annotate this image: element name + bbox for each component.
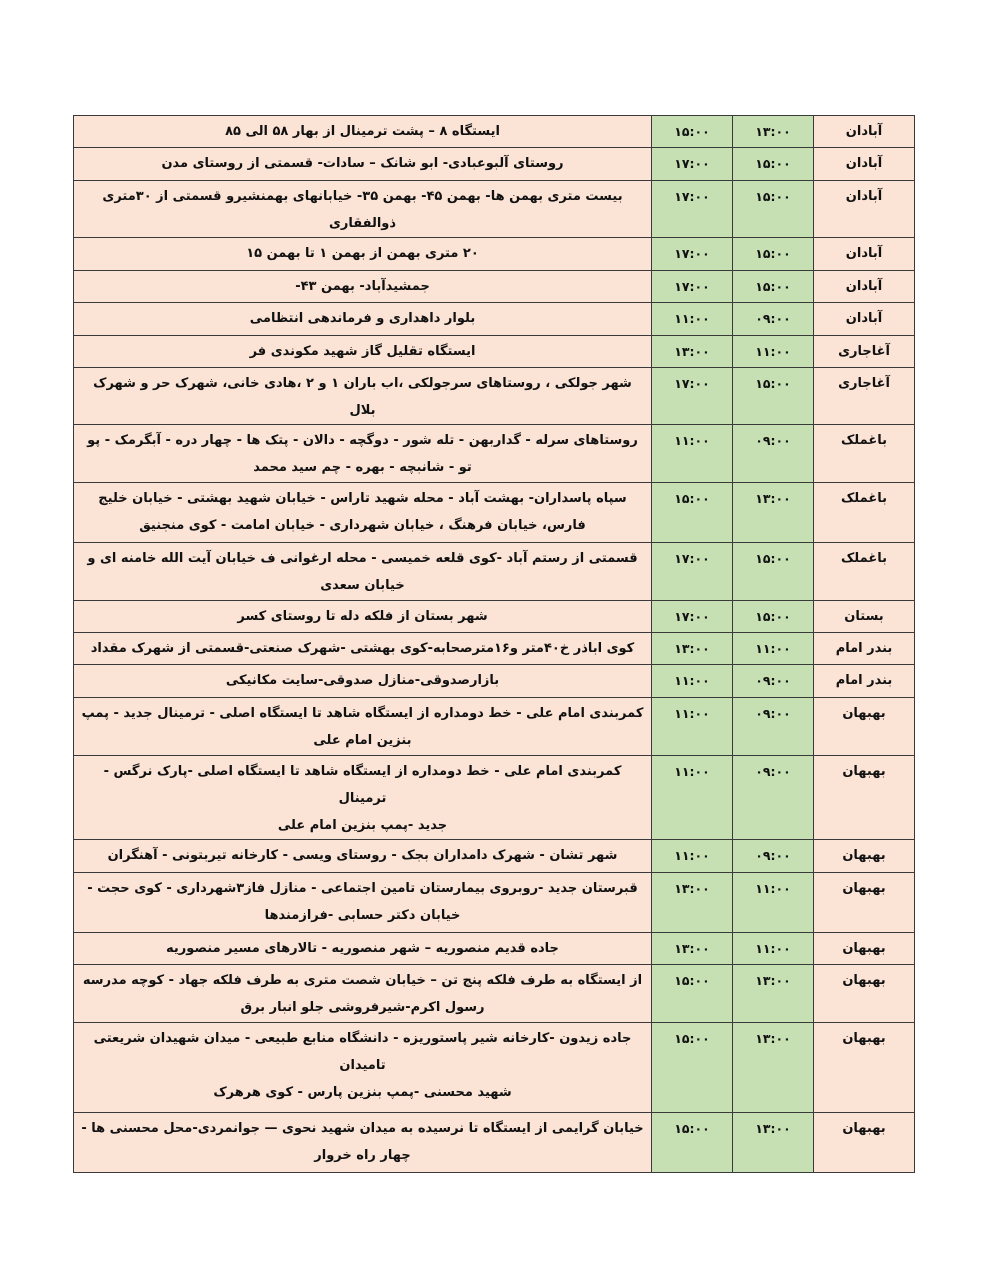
city-cell: آبادان [814, 303, 915, 336]
table-row [74, 181, 915, 238]
area-cell: شهر بستان از فلکه دله تا روستای کسر [74, 601, 652, 633]
table-row [74, 148, 915, 181]
end-time-cell: ۱۵:۰۰ [652, 483, 733, 543]
start-time-cell: ۰۹:۰۰ [733, 665, 814, 698]
table-row [74, 543, 915, 601]
table-row [74, 601, 915, 633]
start-time-cell: ۱۵:۰۰ [733, 601, 814, 633]
end-time-cell: ۱۱:۰۰ [652, 665, 733, 698]
city-cell: بهبهان [814, 1023, 915, 1113]
start-time-cell: ۱۱:۰۰ [733, 933, 814, 965]
table-row [74, 1023, 915, 1113]
table-row [74, 933, 915, 965]
city-cell: آبادان [814, 181, 915, 238]
area-cell: شهر تشان - شهرک دامداران بجک - روستای ویسی - کارخانه تیربتونی - آهنگران [74, 840, 652, 873]
city-cell: بهبهان [814, 840, 915, 873]
start-time-cell: ۱۵:۰۰ [733, 238, 814, 271]
start-time-cell: ۱۳:۰۰ [733, 1023, 814, 1113]
end-time-cell: ۱۵:۰۰ [652, 965, 733, 1023]
table-row [74, 698, 915, 756]
area-cell: روستاهای سرله - گداربهن - تله شور - دوگچه - دالان - پتک ها - چهار دره - آبگرمک - پو تو - شانبچه - بهره - چم سید محمد [74, 425, 652, 483]
area-cell: قبرستان جدید -روبروی بیمارستان تامین اجتماعی - منازل فاز۳شهرداری - کوی حجت - خیابان دکتر حسابی -فرازمندها [74, 873, 652, 933]
start-time-cell: ۱۱:۰۰ [733, 336, 814, 368]
end-time-cell: ۱۱:۰۰ [652, 303, 733, 336]
start-time-cell: ۰۹:۰۰ [733, 303, 814, 336]
city-cell: بهبهان [814, 756, 915, 840]
table-row [74, 271, 915, 303]
city-cell: آبادان [814, 148, 915, 181]
end-time-cell: ۱۷:۰۰ [652, 601, 733, 633]
end-time-cell: ۱۱:۰۰ [652, 756, 733, 840]
table-row [74, 483, 915, 543]
area-cell: قسمتی از رستم آباد -کوی قلعه خمیسی - محله ارغوانی ف خیابان آیت الله خامنه ای و خیابان سعدی [74, 543, 652, 601]
city-cell: بهبهان [814, 965, 915, 1023]
end-time-cell: ۱۱:۰۰ [652, 698, 733, 756]
end-time-cell: ۱۵:۰۰ [652, 1113, 733, 1173]
end-time-cell: ۱۳:۰۰ [652, 933, 733, 965]
area-cell: شهر جولکی ، روستاهای سرجولکی ،اب باران ۱ و ۲ ،هادی خانی، شهرک حر و شهرک بلال [74, 368, 652, 425]
area-cell: ایستگاه تقلیل گاز شهید مکوندی فر [74, 336, 652, 368]
city-cell: بهبهان [814, 933, 915, 965]
city-cell: آبادان [814, 238, 915, 271]
table-row [74, 425, 915, 483]
start-time-cell: ۱۵:۰۰ [733, 271, 814, 303]
end-time-cell: ۱۷:۰۰ [652, 543, 733, 601]
start-time-cell: ۱۵:۰۰ [733, 181, 814, 238]
area-cell: بلوار داهداری و فرماندهی انتظامی [74, 303, 652, 336]
city-cell: بهبهان [814, 873, 915, 933]
start-time-cell: ۰۹:۰۰ [733, 698, 814, 756]
table-row [74, 116, 915, 148]
start-time-cell: ۱۳:۰۰ [733, 483, 814, 543]
end-time-cell: ۱۳:۰۰ [652, 873, 733, 933]
start-time-cell: ۱۵:۰۰ [733, 368, 814, 425]
city-cell: بندر امام [814, 633, 915, 665]
city-cell: بندر امام [814, 665, 915, 698]
start-time-cell: ۰۹:۰۰ [733, 840, 814, 873]
area-cell: از ایستگاه به طرف فلکه پنج تن – خیابان شصت متری به طرف فلکه جهاد - کوچه مدرسه رسول اکرم-شیرفروشی جلو انبار برق [74, 965, 652, 1023]
table-row [74, 665, 915, 698]
city-cell: باغملک [814, 483, 915, 543]
area-cell: ایستگاه ۸ – پشت ترمینال از بهار ۵۸ الی ۸۵ [74, 116, 652, 148]
end-time-cell: ۱۱:۰۰ [652, 425, 733, 483]
blackout-schedule-table [73, 115, 915, 1173]
area-cell: ۲۰ متری بهمن از بهمن ۱ تا بهمن ۱۵ [74, 238, 652, 271]
end-time-cell: ۱۷:۰۰ [652, 238, 733, 271]
table-row [74, 303, 915, 336]
city-cell: بهبهان [814, 698, 915, 756]
end-time-cell: ۱۱:۰۰ [652, 840, 733, 873]
city-cell: باغملک [814, 543, 915, 601]
end-time-cell: ۱۷:۰۰ [652, 181, 733, 238]
table-row [74, 965, 915, 1023]
area-cell: بازارصدوقی-منازل صدوقی-سایت مکانیکی [74, 665, 652, 698]
start-time-cell: ۱۵:۰۰ [733, 148, 814, 181]
city-cell: آبادان [814, 116, 915, 148]
city-cell: آبادان [814, 271, 915, 303]
area-cell: کوی اباذر خ۴۰متر و۱۶مترصحابه-کوی بهشتی -شهرک صنعتی-قسمتی از شهرک مقداد [74, 633, 652, 665]
area-cell: کمربندی امام علی - خط دومداره از ایستگاه شاهد تا ایستگاه اصلی - ترمینال جدید - پمپ بنزین امام علی [74, 698, 652, 756]
area-cell: جمشیدآباد- بهمن ۴۳- [74, 271, 652, 303]
end-time-cell: ۱۷:۰۰ [652, 368, 733, 425]
start-time-cell: ۰۹:۰۰ [733, 425, 814, 483]
start-time-cell: ۰۹:۰۰ [733, 756, 814, 840]
table-row [74, 633, 915, 665]
table-row [74, 336, 915, 368]
table-row [74, 756, 915, 840]
city-cell: بستان [814, 601, 915, 633]
table-row [74, 840, 915, 873]
area-cell: جاده زیدون -کارخانه شیر پاستوریزه - دانشگاه منابع طبیعی - میدان شهیدان شریعتی تامیدان شهید محسنی -پمپ بنزین پارس - کوی هرهرک [74, 1023, 652, 1113]
city-cell: آغاجاری [814, 336, 915, 368]
table-row [74, 238, 915, 271]
area-cell: سپاه پاسداران- بهشت آباد - محله شهید تاراس - خیابان شهید بهشتی - خیابان خلیج فارس، خیابان فرهنگ ، خیابان شهرداری - خیابان امامت - کوی منجنیق [74, 483, 652, 543]
start-time-cell: ۱۱:۰۰ [733, 633, 814, 665]
end-time-cell: ۱۵:۰۰ [652, 1023, 733, 1113]
area-cell: کمربندی امام علی - خط دومداره از ایستگاه شاهد تا ایستگاه اصلی -پارک نرگس - ترمینال جدید -پمپ بنزین امام علی [74, 756, 652, 840]
end-time-cell: ۱۳:۰۰ [652, 633, 733, 665]
area-cell: بیست متری بهمن ها- بهمن ۴۵- بهمن ۳۵- خیابانهای بهمنشیرو قسمتی از ۳۰متری ذوالفقاری [74, 181, 652, 238]
area-cell: جاده قدیم منصوریه – شهر منصوریه - تالارهای مسیر منصوریه [74, 933, 652, 965]
start-time-cell: ۱۳:۰۰ [733, 965, 814, 1023]
end-time-cell: ۱۳:۰۰ [652, 336, 733, 368]
start-time-cell: ۱۵:۰۰ [733, 543, 814, 601]
start-time-cell: ۱۳:۰۰ [733, 116, 814, 148]
table-row [74, 368, 915, 425]
city-cell: بهبهان [814, 1113, 915, 1173]
area-cell: روستای آلبوعبادی- ابو شانک – سادات- قسمتی از روستای مدن [74, 148, 652, 181]
table-row [74, 873, 915, 933]
start-time-cell: ۱۱:۰۰ [733, 873, 814, 933]
area-cell: خیابان گرایمی از ایستگاه تا نرسیده به میدان شهید نحوی — جوانمردی-محل محسنی ها - چهار راه خروار [74, 1113, 652, 1173]
table-row [74, 1113, 915, 1173]
start-time-cell: ۱۳:۰۰ [733, 1113, 814, 1173]
city-cell: آغاجاری [814, 368, 915, 425]
city-cell: باغملک [814, 425, 915, 483]
end-time-cell: ۱۷:۰۰ [652, 148, 733, 181]
end-time-cell: ۱۷:۰۰ [652, 271, 733, 303]
end-time-cell: ۱۵:۰۰ [652, 116, 733, 148]
